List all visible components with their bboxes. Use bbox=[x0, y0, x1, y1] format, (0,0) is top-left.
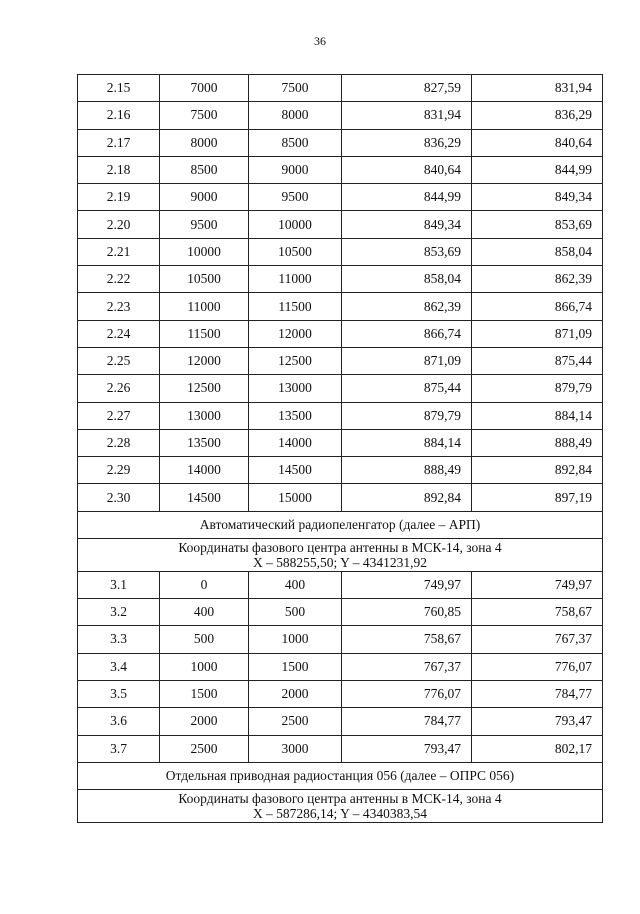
row-number-cell: 2.24 bbox=[78, 320, 160, 347]
range-from-cell: 13000 bbox=[160, 402, 249, 429]
range-from-cell: 10500 bbox=[160, 266, 249, 293]
value-start-cell: 767,37 bbox=[342, 653, 472, 680]
range-from-cell: 11000 bbox=[160, 293, 249, 320]
row-number-cell: 2.25 bbox=[78, 347, 160, 374]
row-number-cell: 2.16 bbox=[78, 102, 160, 129]
range-to-cell: 13500 bbox=[249, 402, 342, 429]
value-end-cell: 858,04 bbox=[472, 238, 603, 265]
value-start-cell: 831,94 bbox=[342, 102, 472, 129]
value-end-cell: 749,97 bbox=[472, 571, 603, 598]
range-to-cell: 9000 bbox=[249, 156, 342, 183]
value-end-cell: 884,14 bbox=[472, 402, 603, 429]
range-from-cell: 7000 bbox=[160, 75, 249, 102]
table-row bbox=[78, 429, 603, 456]
value-end-cell: 892,84 bbox=[472, 457, 603, 484]
table-row bbox=[78, 571, 603, 598]
table-row bbox=[78, 708, 603, 735]
table-row bbox=[78, 320, 603, 347]
row-number-cell: 2.26 bbox=[78, 375, 160, 402]
range-to-cell: 10500 bbox=[249, 238, 342, 265]
range-from-cell: 11500 bbox=[160, 320, 249, 347]
value-start-cell: 875,44 bbox=[342, 375, 472, 402]
table-row bbox=[78, 266, 603, 293]
row-number-cell: 3.7 bbox=[78, 735, 160, 762]
range-from-cell: 12500 bbox=[160, 375, 249, 402]
row-number-cell: 2.17 bbox=[78, 129, 160, 156]
row-number-cell: 2.18 bbox=[78, 156, 160, 183]
row-number-cell: 2.29 bbox=[78, 457, 160, 484]
value-start-cell: 858,04 bbox=[342, 266, 472, 293]
table-row bbox=[78, 184, 603, 211]
row-number-cell: 3.6 bbox=[78, 708, 160, 735]
row-number-cell: 2.19 bbox=[78, 184, 160, 211]
value-start-cell: 760,85 bbox=[342, 599, 472, 626]
table-row bbox=[78, 238, 603, 265]
row-number-cell: 3.5 bbox=[78, 680, 160, 707]
range-from-cell: 8500 bbox=[160, 156, 249, 183]
value-start-cell: 853,69 bbox=[342, 238, 472, 265]
range-from-cell: 10000 bbox=[160, 238, 249, 265]
value-start-cell: 844,99 bbox=[342, 184, 472, 211]
value-start-cell: 776,07 bbox=[342, 680, 472, 707]
coordinates-oprs bbox=[78, 789, 603, 822]
range-from-cell: 1500 bbox=[160, 680, 249, 707]
range-from-cell: 400 bbox=[160, 599, 249, 626]
row-number-cell: 2.27 bbox=[78, 402, 160, 429]
page-number: 36 bbox=[314, 34, 326, 48]
table-section-b bbox=[78, 571, 603, 762]
row-number-cell: 2.21 bbox=[78, 238, 160, 265]
value-start-cell: 827,59 bbox=[342, 75, 472, 102]
range-from-cell: 9500 bbox=[160, 211, 249, 238]
table-section-a bbox=[78, 75, 603, 512]
range-to-cell: 13000 bbox=[249, 375, 342, 402]
row-number-cell: 2.20 bbox=[78, 211, 160, 238]
value-end-cell: 802,17 bbox=[472, 735, 603, 762]
row-number-cell: 2.30 bbox=[78, 484, 160, 511]
row-number-cell: 3.3 bbox=[78, 626, 160, 653]
value-start-cell: 892,84 bbox=[342, 484, 472, 511]
range-to-cell: 14500 bbox=[249, 457, 342, 484]
value-end-cell: 849,34 bbox=[472, 184, 603, 211]
value-start-cell: 836,29 bbox=[342, 129, 472, 156]
value-end-cell: 862,39 bbox=[472, 266, 603, 293]
range-to-cell: 3000 bbox=[249, 735, 342, 762]
range-to-cell: 11500 bbox=[249, 293, 342, 320]
value-start-cell: 758,67 bbox=[342, 626, 472, 653]
coordinates-oprs-line2: X – 587286,14; Y – 4340383,54 bbox=[252, 805, 428, 821]
section-title-oprs: Отдельная приводная радиостанция 056 (далее – ОПРС 056) bbox=[78, 762, 603, 789]
value-start-cell: 866,74 bbox=[342, 320, 472, 347]
value-end-cell: 844,99 bbox=[472, 156, 603, 183]
value-start-cell: 793,47 bbox=[342, 735, 472, 762]
coordinates-arp-line2: X – 588255,50; Y – 4341231,92 bbox=[252, 554, 428, 570]
range-from-cell: 0 bbox=[160, 571, 249, 598]
section-title-row bbox=[78, 762, 603, 789]
value-start-cell: 749,97 bbox=[342, 571, 472, 598]
value-start-cell: 879,79 bbox=[342, 402, 472, 429]
value-end-cell: 897,19 bbox=[472, 484, 603, 511]
value-end-cell: 875,44 bbox=[472, 347, 603, 374]
table-row bbox=[78, 129, 603, 156]
table-row bbox=[78, 211, 603, 238]
range-to-cell: 14000 bbox=[249, 429, 342, 456]
table-row bbox=[78, 457, 603, 484]
range-to-cell: 1500 bbox=[249, 653, 342, 680]
value-end-cell: 793,47 bbox=[472, 708, 603, 735]
table-row bbox=[78, 626, 603, 653]
range-to-cell: 500 bbox=[249, 599, 342, 626]
value-end-cell: 871,09 bbox=[472, 320, 603, 347]
value-end-cell: 831,94 bbox=[472, 75, 603, 102]
table-row bbox=[78, 402, 603, 429]
value-end-cell: 853,69 bbox=[472, 211, 603, 238]
range-to-cell: 2000 bbox=[249, 680, 342, 707]
table-row bbox=[78, 653, 603, 680]
coordinates-oprs-line1: Координаты фазового центра антенны в МСК-14, зона 4 bbox=[178, 790, 502, 806]
range-from-cell: 14500 bbox=[160, 484, 249, 511]
table-section-oprs-header bbox=[78, 762, 603, 822]
table-row bbox=[78, 680, 603, 707]
range-from-cell: 14000 bbox=[160, 457, 249, 484]
row-number-cell: 2.28 bbox=[78, 429, 160, 456]
range-from-cell: 1000 bbox=[160, 653, 249, 680]
value-start-cell: 862,39 bbox=[342, 293, 472, 320]
value-end-cell: 758,67 bbox=[472, 599, 603, 626]
coordinates-row bbox=[78, 789, 603, 822]
value-end-cell: 879,79 bbox=[472, 375, 603, 402]
range-to-cell: 7500 bbox=[249, 75, 342, 102]
range-from-cell: 7500 bbox=[160, 102, 249, 129]
row-number-cell: 2.22 bbox=[78, 266, 160, 293]
value-start-cell: 840,64 bbox=[342, 156, 472, 183]
coordinates-arp-line1: Координаты фазового центра антенны в МСК-14, зона 4 bbox=[178, 539, 502, 555]
range-from-cell: 13500 bbox=[160, 429, 249, 456]
range-to-cell: 2500 bbox=[249, 708, 342, 735]
range-to-cell: 8000 bbox=[249, 102, 342, 129]
range-to-cell: 15000 bbox=[249, 484, 342, 511]
coordinates-arp bbox=[78, 538, 603, 571]
range-to-cell: 8500 bbox=[249, 129, 342, 156]
value-end-cell: 888,49 bbox=[472, 429, 603, 456]
range-from-cell: 12000 bbox=[160, 347, 249, 374]
table-row bbox=[78, 484, 603, 511]
table-row bbox=[78, 375, 603, 402]
coordinates-row bbox=[78, 538, 603, 571]
row-number-cell: 2.15 bbox=[78, 75, 160, 102]
table-section-arp-header bbox=[78, 511, 603, 571]
value-end-cell: 840,64 bbox=[472, 129, 603, 156]
row-number-cell: 3.4 bbox=[78, 653, 160, 680]
table-row bbox=[78, 735, 603, 762]
data-table bbox=[77, 74, 603, 823]
range-to-cell: 400 bbox=[249, 571, 342, 598]
table-row bbox=[78, 293, 603, 320]
value-start-cell: 888,49 bbox=[342, 457, 472, 484]
range-to-cell: 11000 bbox=[249, 266, 342, 293]
range-to-cell: 12000 bbox=[249, 320, 342, 347]
value-start-cell: 871,09 bbox=[342, 347, 472, 374]
range-from-cell: 2500 bbox=[160, 735, 249, 762]
section-title-row bbox=[78, 511, 603, 538]
table-row bbox=[78, 75, 603, 102]
range-to-cell: 9500 bbox=[249, 184, 342, 211]
row-number-cell: 3.1 bbox=[78, 571, 160, 598]
range-to-cell: 1000 bbox=[249, 626, 342, 653]
table-row bbox=[78, 102, 603, 129]
table-row bbox=[78, 156, 603, 183]
value-start-cell: 884,14 bbox=[342, 429, 472, 456]
range-from-cell: 8000 bbox=[160, 129, 249, 156]
value-end-cell: 776,07 bbox=[472, 653, 603, 680]
table-row bbox=[78, 599, 603, 626]
range-to-cell: 10000 bbox=[249, 211, 342, 238]
row-number-cell: 2.23 bbox=[78, 293, 160, 320]
value-start-cell: 849,34 bbox=[342, 211, 472, 238]
value-end-cell: 767,37 bbox=[472, 626, 603, 653]
row-number-cell: 3.2 bbox=[78, 599, 160, 626]
range-from-cell: 500 bbox=[160, 626, 249, 653]
range-from-cell: 9000 bbox=[160, 184, 249, 211]
range-to-cell: 12500 bbox=[249, 347, 342, 374]
value-end-cell: 866,74 bbox=[472, 293, 603, 320]
section-title-arp: Автоматический радиопеленгатор (далее – АРП) bbox=[78, 511, 603, 538]
table-row bbox=[78, 347, 603, 374]
value-start-cell: 784,77 bbox=[342, 708, 472, 735]
range-from-cell: 2000 bbox=[160, 708, 249, 735]
value-end-cell: 836,29 bbox=[472, 102, 603, 129]
value-end-cell: 784,77 bbox=[472, 680, 603, 707]
